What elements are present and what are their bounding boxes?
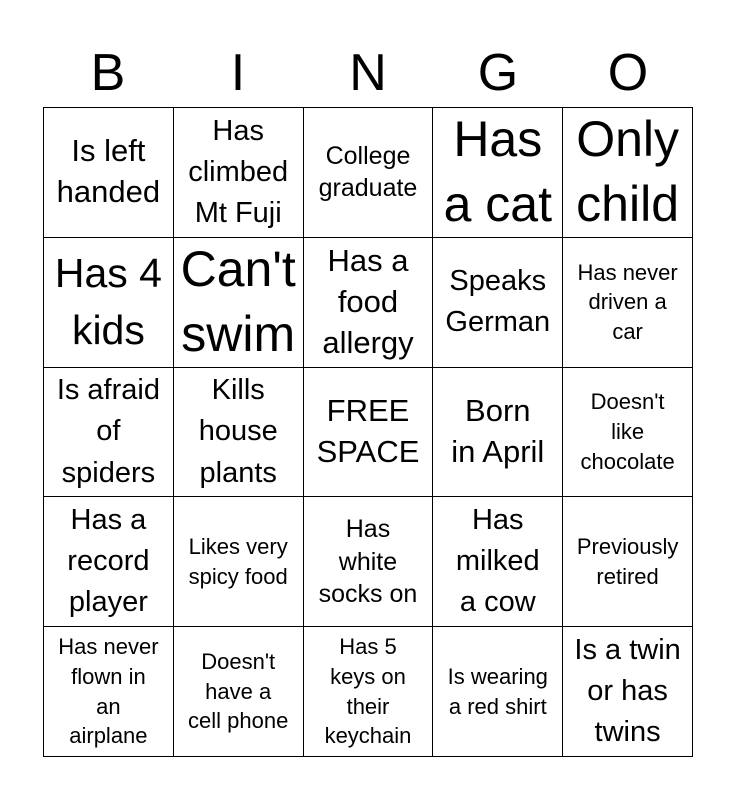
bingo-cell <box>433 497 563 627</box>
header-letter-g: G <box>477 44 519 102</box>
bingo-cell <box>433 627 563 757</box>
cell-text: Can't swim <box>180 241 296 363</box>
cell-text: Speaks German <box>445 265 551 339</box>
bingo-cell <box>44 627 174 757</box>
cell-text: Is afraid of spiders <box>56 374 160 489</box>
cell-text: Has 4 kids <box>54 249 162 354</box>
header-letter-i: I <box>230 44 246 102</box>
cell-text: Born in April <box>451 393 545 469</box>
cell-text: Has never driven a car <box>577 259 678 345</box>
bingo-cell <box>304 627 434 757</box>
bingo-cell <box>174 497 304 627</box>
bingo-cell <box>304 238 434 368</box>
bingo-cell <box>563 108 693 238</box>
bingo-board <box>43 107 693 757</box>
free-space-cell <box>304 368 434 498</box>
bingo-cell <box>433 368 563 498</box>
bingo-cell <box>563 368 693 498</box>
bingo-cell <box>174 108 304 238</box>
header-letter-n: N <box>349 44 387 102</box>
header-letter-b: B <box>90 44 126 102</box>
bingo-cell <box>44 108 174 238</box>
cell-text: Doesn't have a cell phone <box>188 649 289 734</box>
cell-text: Has a record player <box>67 504 150 619</box>
cell-text: FREE SPACE <box>316 393 420 469</box>
cell-text: Has a cat <box>443 111 552 233</box>
cell-text: Has white socks on <box>318 515 418 609</box>
cell-text: College graduate <box>318 141 418 203</box>
bingo-cell <box>174 238 304 368</box>
bingo-cell <box>174 368 304 498</box>
bingo-cell <box>174 627 304 757</box>
bingo-cell <box>563 627 693 757</box>
bingo-header <box>43 40 693 106</box>
cell-text: Has climbed Mt Fuji <box>188 114 289 229</box>
cell-text: Likes very spicy food <box>188 534 288 589</box>
bingo-cell <box>433 108 563 238</box>
header-letter-o: O <box>607 44 649 102</box>
bingo-cell <box>304 108 434 238</box>
cell-text: Has 5 keys on their keychain <box>324 634 412 749</box>
bingo-cell <box>304 497 434 627</box>
cell-text: Is a twin or has twins <box>574 633 681 749</box>
bingo-cell <box>433 238 563 368</box>
bingo-cell <box>44 497 174 627</box>
bingo-cell <box>563 238 693 368</box>
bingo-cell <box>44 238 174 368</box>
cell-text: Previously retired <box>576 534 679 589</box>
cell-text: Has never flown in an airplane <box>58 634 159 749</box>
cell-text: Only child <box>576 111 680 233</box>
bingo-cell <box>44 368 174 498</box>
cell-text: Kills house plants <box>198 374 278 489</box>
cell-text: Is left handed <box>56 133 161 210</box>
bingo-cell <box>563 497 693 627</box>
cell-text: Has a food allergy <box>322 242 414 360</box>
cell-text: Has milked a cow <box>455 504 540 619</box>
cell-text: Is wearing a red shirt <box>447 663 548 719</box>
cell-text: Doesn't like chocolate <box>580 389 675 474</box>
